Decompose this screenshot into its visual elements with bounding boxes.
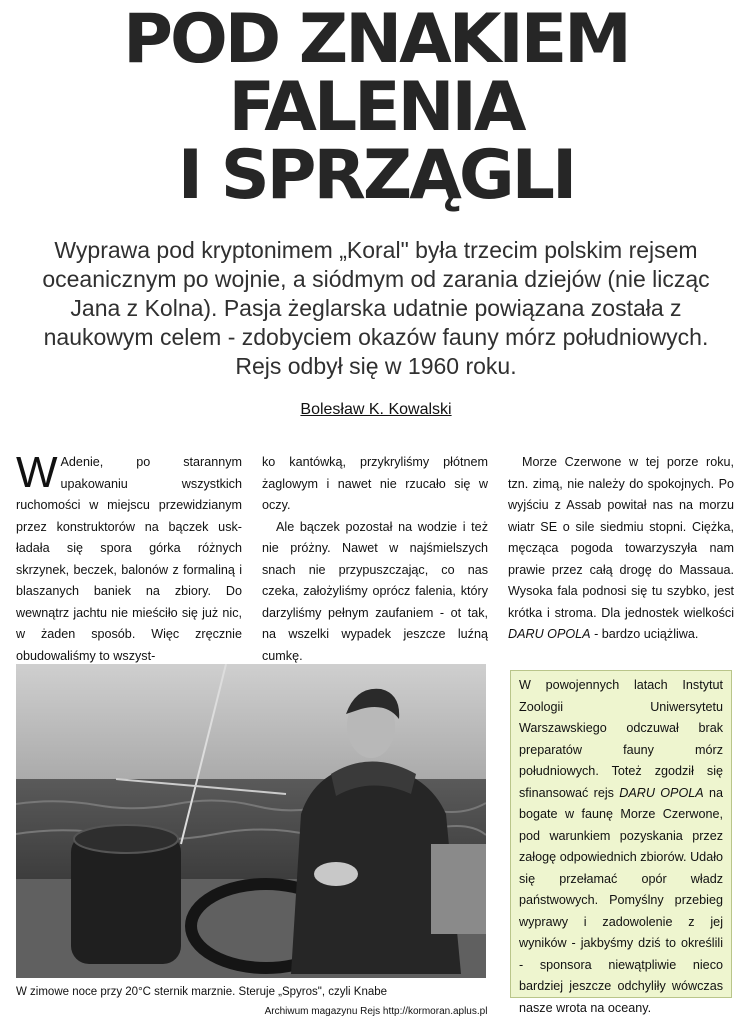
helmsman-photo	[16, 664, 486, 978]
drop-cap: W	[16, 448, 58, 497]
photo-sky	[16, 664, 486, 784]
article-column-1	[16, 448, 242, 667]
sidebar-box	[510, 670, 732, 1015]
lead-paragraph: Wyprawa pod kryptonimem „Koral" była trzecim polskim rejsem oceanicznym po wojnie, a siódmym od zarania dziejów (nie licząc Jana z Kolna). Pasja żeglarska udatnie powiązana została z naukowym celem - zdobyciem okazów fauny mórz południowych. Rejs odbył się w 1960 roku.	[42, 237, 710, 379]
archive-footer: Archiwum magazynu Rejs http://kormoran.aplus.pl	[264, 1006, 488, 1017]
column-3-text-after: - bardzo uciążliwa.	[590, 627, 699, 641]
column-3-paragraph	[508, 452, 734, 646]
photo-binnacle-top	[74, 825, 178, 853]
sidebar-text-after: na bogate w faunę Morze Czerwone, pod warunkiem pozyskania przez załogę odpowiednich zbiorów. Udało się przełamać opór władz państwowych. Pomyślny przebieg wyprawy i zadowolenie z jej wyników - jakbyśmy dziś to określili - sponsora niewątpliwie nieco bardziej jeszcze odchyliły wówczas nasze wrota na oceany.	[519, 785, 723, 1015]
photo-deck-box	[431, 844, 486, 934]
column-2-paragraph-1: ko kantówką, przykryliśmy płótnem żaglowym i nawet nie rzucało się w oczy.	[262, 455, 488, 512]
article-title	[0, 0, 752, 215]
column-1-text: Adenie, po starannym upakowaniu wszystkich ruchomości w miejscu przewidzianym przez konstruktorów na bączek uskładała się spora górka różnych skrzynek, beczek, balonów z formaliną i blaszanych baniek na zbiory. Do wewnątrz jachtu nie mieściło się już nic, w żaden sposób. Więc zręcznie obudowaliśmy to wszyst-	[16, 455, 242, 663]
article-column-3	[508, 452, 734, 646]
sidebar-paragraph	[519, 675, 723, 1019]
sidebar-ship-name: DARU OPOLA	[619, 785, 704, 800]
column-1-paragraph	[16, 448, 242, 667]
sidebar-text-before: W powojennych latach Instytut Zoologii Uniwersytetu Warszawskiego odczuwał brak preparatów fauny mórz południowych. Toteż zgodził się sfinansować rejs	[519, 678, 723, 800]
title-line-2: FALENIA	[228, 68, 524, 147]
title-line-3: I SPRZĄGLI	[177, 136, 575, 215]
column-2-paragraph-2: Ale bączek pozostał na wodzie i też nie próżny. Nawet w najśmielszych snach nie przypuszczając, co nas czeka, założyliśmy oprócz falenia, który darzyliśmy pełnym zaufaniem - ot tak, na wszelki wypadek jeszcze luźną cumkę.	[262, 519, 488, 663]
title-line-1: POD ZNAKIEM	[123, 0, 629, 79]
photo-caption: W zimowe noce przy 20°C sternik marznie. Steruje „Spyros", czyli Knabe	[16, 986, 388, 998]
photo-illustration	[16, 664, 486, 978]
article-column-2	[262, 452, 488, 667]
ship-name: DARU OPOLA	[508, 627, 591, 641]
author-byline: Bolesław K. Kowalski	[300, 401, 452, 418]
column-3-text-before: Morze Czerwone w tej porze roku, tzn. zimą, nie należy do spokojnych. Po wyjściu z Assab powitał nas na morzu wiatr SE o sile siedmiu stopni. Ciężka, męcząca pogoda towarzyszyła nam prawie przez całą drogę do Massaua. Wysoka fala podnosi się tu szybko, jest krótka i stroma. Dla jednostek wielkości	[508, 455, 734, 620]
photo-helmsman-hand	[314, 862, 358, 886]
